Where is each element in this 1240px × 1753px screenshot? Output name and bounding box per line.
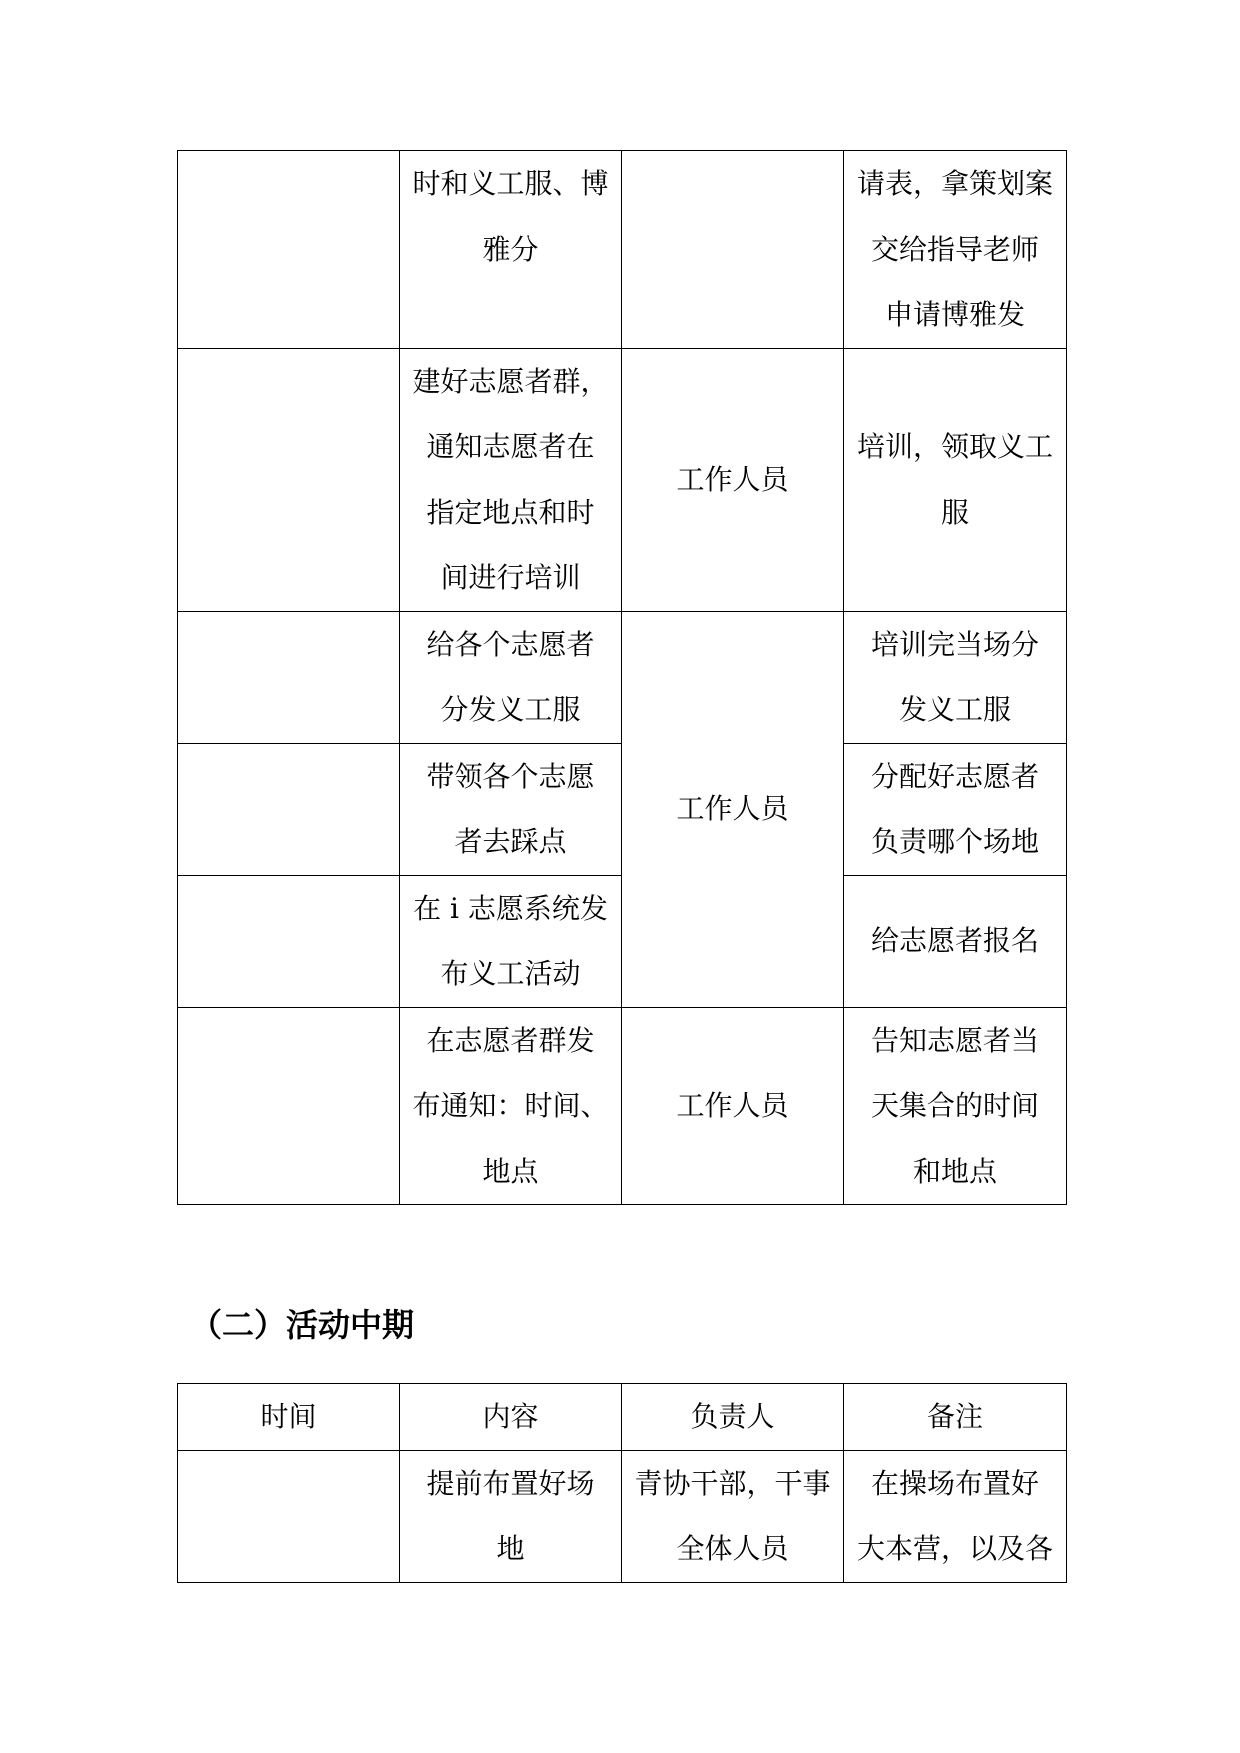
header-owner: 负责人 xyxy=(622,1384,844,1451)
note-cell: 培训完当场分 发义工服 xyxy=(844,611,1067,743)
time-cell xyxy=(178,348,400,611)
table-header-row xyxy=(178,1384,1067,1451)
owner-cell: 工作人员 xyxy=(622,1007,844,1205)
header-time: 时间 xyxy=(178,1384,400,1451)
table-row xyxy=(178,1450,1067,1582)
time-cell xyxy=(178,1450,400,1582)
time-cell xyxy=(178,875,400,1007)
note-cell: 给志愿者报名 xyxy=(844,875,1067,1007)
note-cell: 培训，领取义工 服 xyxy=(844,348,1067,611)
content-cell: 在 i 志愿系统发 布义工活动 xyxy=(400,875,622,1007)
content-cell: 在志愿者群发 布通知：时间、 地点 xyxy=(400,1007,622,1205)
activity-mid-table xyxy=(177,1383,1067,1583)
content-cell: 带领各个志愿 者去踩点 xyxy=(400,743,622,875)
note-cell: 请表，拿策划案 交给指导老师 申请博雅发 xyxy=(844,151,1067,349)
time-cell xyxy=(178,743,400,875)
volunteer-prep-table xyxy=(177,150,1067,1205)
time-cell xyxy=(178,611,400,743)
content-cell: 提前布置好场 地 xyxy=(400,1450,622,1582)
note-cell: 分配好志愿者 负责哪个场地 xyxy=(844,743,1067,875)
section-heading: （二）活动中期 xyxy=(190,1306,415,1344)
note-cell: 在操场布置好 大本营，以及各 xyxy=(844,1450,1067,1582)
note-cell: 告知志愿者当 天集合的时间 和地点 xyxy=(844,1007,1067,1205)
table-row xyxy=(178,611,1067,743)
time-cell xyxy=(178,1007,400,1205)
content-cell: 建好志愿者群， 通知志愿者在 指定地点和时 间进行培训 xyxy=(400,348,622,611)
table-row xyxy=(178,348,1067,611)
owner-cell: 工作人员 xyxy=(622,611,844,1007)
table-row xyxy=(178,151,1067,349)
owner-cell: 青协干部，干事 全体人员 xyxy=(622,1450,844,1582)
header-note: 备注 xyxy=(844,1384,1067,1451)
owner-cell xyxy=(622,151,844,349)
content-cell: 给各个志愿者 分发义工服 xyxy=(400,611,622,743)
header-content: 内容 xyxy=(400,1384,622,1451)
content-cell: 时和义工服、博 雅分 xyxy=(400,151,622,349)
table-row xyxy=(178,1007,1067,1205)
owner-cell: 工作人员 xyxy=(622,348,844,611)
time-cell xyxy=(178,151,400,349)
